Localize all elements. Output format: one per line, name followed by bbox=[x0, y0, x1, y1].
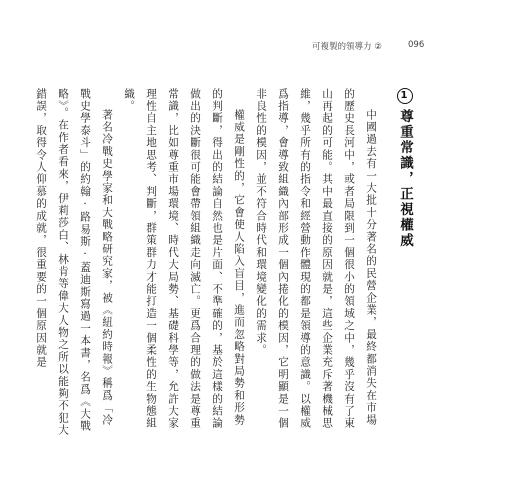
page-number: 096 bbox=[408, 40, 425, 50]
body-paragraph-3: 著名冷戰史學家和大戰略研究家，被《紐約時報》稱爲「冷戰史學泰斗」的約翰·路易斯·蓋迪斯寫過一本書，名爲《大戰略》。在作者看來，伊莉莎白、林肯等偉大人物之所以能夠不犯大錯誤，取得令人仰慕的成就，很重要的一個原因就是 bbox=[35, 88, 113, 437]
section-number-badge: 1 bbox=[397, 88, 413, 104]
page-header bbox=[0, 40, 520, 54]
section-title: 尊重常識，正視權威 bbox=[397, 109, 413, 249]
body-paragraph-2: 權威是剛性的，它會使人陷入盲目，進而忽略對局勢和形勢的判斷，得出的結論自然也是片面、不準確的，基於這樣的結論做出的決斷很可能會帶領組織走向滅亡。更爲合理的做法是尊重常識，比如尊重市場環境、時代大局勢、基礎科學等，允許大家理性自主地思考、判斷，群策群力才能打造一個柔性的生物態組織。 bbox=[123, 88, 245, 430]
page-body bbox=[35, 88, 414, 438]
section-heading bbox=[396, 88, 414, 438]
body-paragraph-1: 中國過去有一大批十分著名的民營企業，最終都消失在市場的歷史長河中，或者局限到一個很小的領域之中，幾乎沒有了東山再起的可能。其中最直接的原因就是，這些企業充斥著機械思維，幾乎所有的指令和經營動作體現的都是領導的意識。以權威爲指導，會導致組織內部形成一個內捲化的模因，它明顯是一個非良性的模因，並不符合時代和環境變化的需求。 bbox=[255, 88, 377, 430]
running-title: 可複製的領導力 ② bbox=[312, 42, 382, 52]
